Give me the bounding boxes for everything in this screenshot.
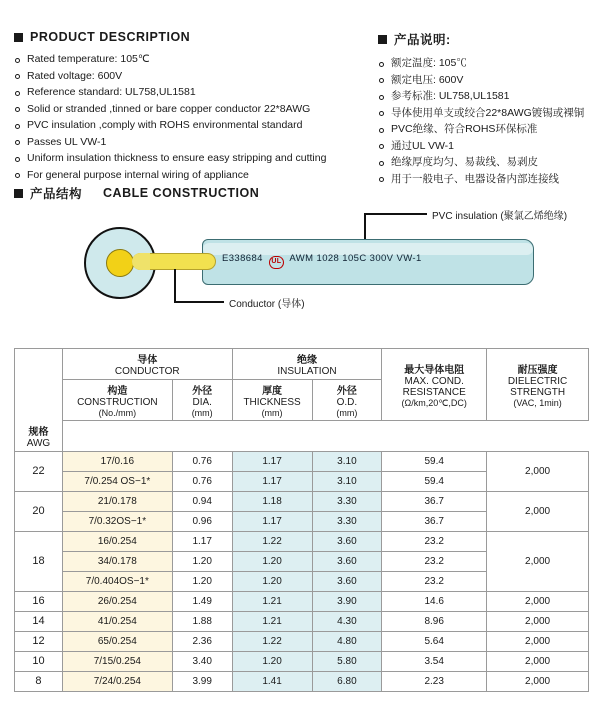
- cell-construction: 7/24/0.254: [62, 671, 172, 691]
- cell-dia: 0.76: [172, 471, 232, 491]
- description-english-column: [14, 30, 359, 185]
- list-item: PVC insulation ,comply with ROHS environmental standard: [14, 119, 359, 132]
- cell-dia: 1.20: [172, 571, 232, 591]
- cell-dielectric: 2,000: [487, 451, 589, 491]
- cable-construction-title-en: CABLE CONSTRUCTION: [103, 186, 260, 200]
- header-awg: [15, 421, 63, 452]
- list-item: Rated voltage: 600V: [14, 70, 359, 83]
- conductor-core-icon: [106, 249, 134, 277]
- leader-line-conductor-h: [174, 301, 224, 303]
- cable-diagram: [14, 205, 589, 320]
- table-row: [15, 611, 589, 631]
- specification-table: [14, 348, 589, 692]
- list-item: 参考标准: UL758,UL1581: [378, 90, 593, 103]
- cell-resistance: 23.2: [382, 551, 487, 571]
- cell-thickness: 1.20: [232, 571, 312, 591]
- header-dielectric-cn: 耐压强度: [517, 365, 558, 376]
- cell-awg: 18: [15, 531, 63, 591]
- cell-construction: 16/0.254: [62, 531, 172, 551]
- cell-thickness: 1.22: [232, 531, 312, 551]
- cable-construction-title-cn: 产品结构: [30, 187, 83, 201]
- header-conductor: [62, 349, 232, 380]
- cell-thickness: 1.17: [232, 451, 312, 471]
- cell-construction: 21/0.178: [62, 491, 172, 511]
- description-chinese-column: [378, 30, 593, 189]
- cell-awg: 10: [15, 651, 63, 671]
- cable-marking-code: E338684: [222, 253, 263, 264]
- header-construction: [62, 380, 172, 421]
- cell-dia: 0.94: [172, 491, 232, 511]
- cell-construction: 17/0.16: [62, 451, 172, 471]
- list-item: 用于一般电子、电器设备内部连接线: [378, 173, 593, 186]
- list-item: Reference standard: UL758,UL1581: [14, 86, 359, 99]
- header-dielectric-en2: STRENGTH: [510, 387, 566, 398]
- header-construction-unit: (No./mm): [98, 408, 137, 418]
- cell-od: 3.60: [312, 571, 382, 591]
- ul-logo-icon: UL: [269, 256, 284, 269]
- table-row: [15, 671, 589, 691]
- cell-thickness: 1.20: [232, 551, 312, 571]
- header-dia-en: DIA.: [192, 397, 212, 408]
- cell-dia: 2.36: [172, 631, 232, 651]
- cell-dielectric: 2,000: [487, 591, 589, 611]
- table-row: [15, 491, 589, 511]
- cell-dielectric: 2,000: [487, 531, 589, 591]
- cell-dielectric: 2,000: [487, 491, 589, 531]
- bullet-square-icon: [14, 189, 23, 198]
- cell-thickness: 1.17: [232, 471, 312, 491]
- cell-awg: 14: [15, 611, 63, 631]
- cell-resistance: 2.23: [382, 671, 487, 691]
- description-list-cn: [378, 57, 593, 186]
- list-item: 额定电压: 600V: [378, 74, 593, 87]
- cell-resistance: 5.64: [382, 631, 487, 651]
- leader-line-insulation-v: [364, 213, 366, 239]
- cell-construction: 7/15/0.254: [62, 651, 172, 671]
- cell-dia: 1.20: [172, 551, 232, 571]
- cell-construction: 7/0.254 OS−1*: [62, 471, 172, 491]
- cell-dia: 3.40: [172, 651, 232, 671]
- header-dia: [172, 380, 232, 421]
- header-dia-cn: 外径: [192, 386, 213, 397]
- cell-resistance: 3.54: [382, 651, 487, 671]
- cell-od: 4.80: [312, 631, 382, 651]
- header-resistance-unit: (Ω/km,20℃,DC): [401, 397, 467, 408]
- list-item: Rated temperature: 105℃: [14, 53, 359, 66]
- list-item: 导体使用单支或绞合22*8AWG镀锡或裸铜: [378, 107, 593, 120]
- header-resistance-cn: 最大导体电阻: [404, 364, 465, 376]
- cable-construction-title: [14, 184, 259, 202]
- cell-dielectric: 2,000: [487, 671, 589, 691]
- cell-resistance: 59.4: [382, 451, 487, 471]
- cell-thickness: 1.18: [232, 491, 312, 511]
- cell-awg: 12: [15, 631, 63, 651]
- product-description-title-text: PRODUCT DESCRIPTION: [30, 30, 191, 44]
- table-header-awg-row: [15, 421, 589, 452]
- header-conductor-cn: 导体: [137, 355, 158, 366]
- cell-construction: 7/0.32OS−1*: [62, 511, 172, 531]
- cell-resistance: 23.2: [382, 531, 487, 551]
- cell-construction: 41/0.254: [62, 611, 172, 631]
- header-construction-cn: 构造: [107, 386, 128, 397]
- cell-resistance: 36.7: [382, 511, 487, 531]
- cell-od: 3.60: [312, 531, 382, 551]
- table-row: [15, 451, 589, 471]
- cell-awg: 8: [15, 671, 63, 691]
- cell-od: 5.80: [312, 651, 382, 671]
- cell-resistance: 59.4: [382, 471, 487, 491]
- cell-dia: 1.49: [172, 591, 232, 611]
- header-insulation-cn: 绝缘: [296, 355, 317, 366]
- cell-resistance: 14.6: [382, 591, 487, 611]
- header-resistance: [382, 349, 487, 421]
- cell-dia: 0.76: [172, 451, 232, 471]
- cell-construction: 34/0.178: [62, 551, 172, 571]
- list-item: For general purpose internal wiring of appliance: [14, 169, 359, 182]
- header-awg-cn: 规格: [28, 426, 49, 438]
- list-item: 通过UL VW-1: [378, 140, 593, 153]
- bullet-square-icon: [14, 33, 23, 42]
- cell-construction: 7/0.404OS−1*: [62, 571, 172, 591]
- cell-od: 4.30: [312, 611, 382, 631]
- cell-od: 3.60: [312, 551, 382, 571]
- header-insulation: [232, 349, 382, 380]
- cell-thickness: 1.20: [232, 651, 312, 671]
- table-body: [15, 451, 589, 691]
- header-dielectric: [487, 349, 589, 421]
- product-description-title: [14, 30, 359, 44]
- cell-od: 6.80: [312, 671, 382, 691]
- header-dia-unit: (mm): [191, 408, 213, 418]
- cable-marking-spec: AWM 1028 105C 300V VW-1: [289, 253, 422, 264]
- cell-dielectric: 2,000: [487, 651, 589, 671]
- list-item: PVC绝缘、符合ROHS环保标准: [378, 123, 593, 136]
- cell-dielectric: 2,000: [487, 631, 589, 651]
- header-resistance-en1: MAX. COND.: [404, 375, 464, 387]
- header-thickness-cn: 厚度: [262, 386, 283, 397]
- header-thickness-unit: (mm): [261, 408, 283, 418]
- cell-construction: 26/0.254: [62, 591, 172, 611]
- conductor-tip: [132, 253, 150, 270]
- cell-od: 3.30: [312, 511, 382, 531]
- product-description-title-cn: [378, 30, 593, 48]
- cell-awg: 16: [15, 591, 63, 611]
- header-dielectric-unit: (VAC, 1min): [513, 398, 562, 408]
- cell-od: 3.30: [312, 491, 382, 511]
- cable-print-marking: [222, 253, 422, 269]
- header-od: [312, 380, 382, 421]
- header-resistance-en2: RESISTANCE: [402, 386, 466, 398]
- cell-resistance: 8.96: [382, 611, 487, 631]
- list-item: Passes UL VW-1: [14, 136, 359, 149]
- header-thickness-en: THICKNESS: [243, 397, 301, 408]
- header-insulation-en: INSULATION: [277, 366, 337, 377]
- cell-dia: 0.96: [172, 511, 232, 531]
- cell-awg: 22: [15, 451, 63, 491]
- cell-thickness: 1.41: [232, 671, 312, 691]
- label-insulation: PVC insulation (聚氯乙烯绝缘): [432, 211, 568, 222]
- list-item: Uniform insulation thickness to ensure easy stripping and cutting: [14, 152, 359, 165]
- cell-od: 3.10: [312, 451, 382, 471]
- list-item: 绝缘厚度均匀、易裁线、易剥皮: [378, 156, 593, 169]
- header-awg-en: AWG: [26, 437, 51, 449]
- header-od-unit: (mm): [336, 408, 358, 418]
- cell-thickness: 1.22: [232, 631, 312, 651]
- header-construction-en: CONSTRUCTION: [77, 397, 158, 408]
- description-list-en: [14, 53, 359, 182]
- cell-resistance: 23.2: [382, 571, 487, 591]
- table-row: [15, 651, 589, 671]
- cell-thickness: 1.21: [232, 591, 312, 611]
- cell-dia: 1.88: [172, 611, 232, 631]
- bullet-square-icon: [378, 35, 387, 44]
- list-item: Solid or stranded ,tinned or bare copper conductor 22*8AWG: [14, 103, 359, 116]
- cell-resistance: 36.7: [382, 491, 487, 511]
- table-row: [15, 591, 589, 611]
- cell-dia: 1.17: [172, 531, 232, 551]
- cell-od: 3.10: [312, 471, 382, 491]
- cell-thickness: 1.21: [232, 611, 312, 631]
- label-conductor: Conductor (导体): [229, 299, 305, 310]
- cell-dielectric: 2,000: [487, 611, 589, 631]
- leader-line-conductor-v: [174, 269, 176, 302]
- cell-awg: 20: [15, 491, 63, 531]
- cell-od: 3.90: [312, 591, 382, 611]
- cell-construction: 65/0.254: [62, 631, 172, 651]
- header-od-cn: 外径: [336, 386, 357, 397]
- header-dielectric-en1: DIELECTRIC: [507, 376, 568, 387]
- table-row: [15, 631, 589, 651]
- list-item: 额定温度: 105℃: [378, 57, 593, 70]
- leader-line-insulation-h: [364, 213, 427, 215]
- table-row: [15, 531, 589, 551]
- header-thickness: [232, 380, 312, 421]
- cell-thickness: 1.17: [232, 511, 312, 531]
- cell-dia: 3.99: [172, 671, 232, 691]
- product-description-title-cn-text: 产品说明:: [394, 33, 451, 47]
- header-od-en: O.D.: [336, 397, 358, 408]
- header-conductor-en: CONDUCTOR: [114, 366, 180, 377]
- table-header-group-row: [15, 349, 589, 380]
